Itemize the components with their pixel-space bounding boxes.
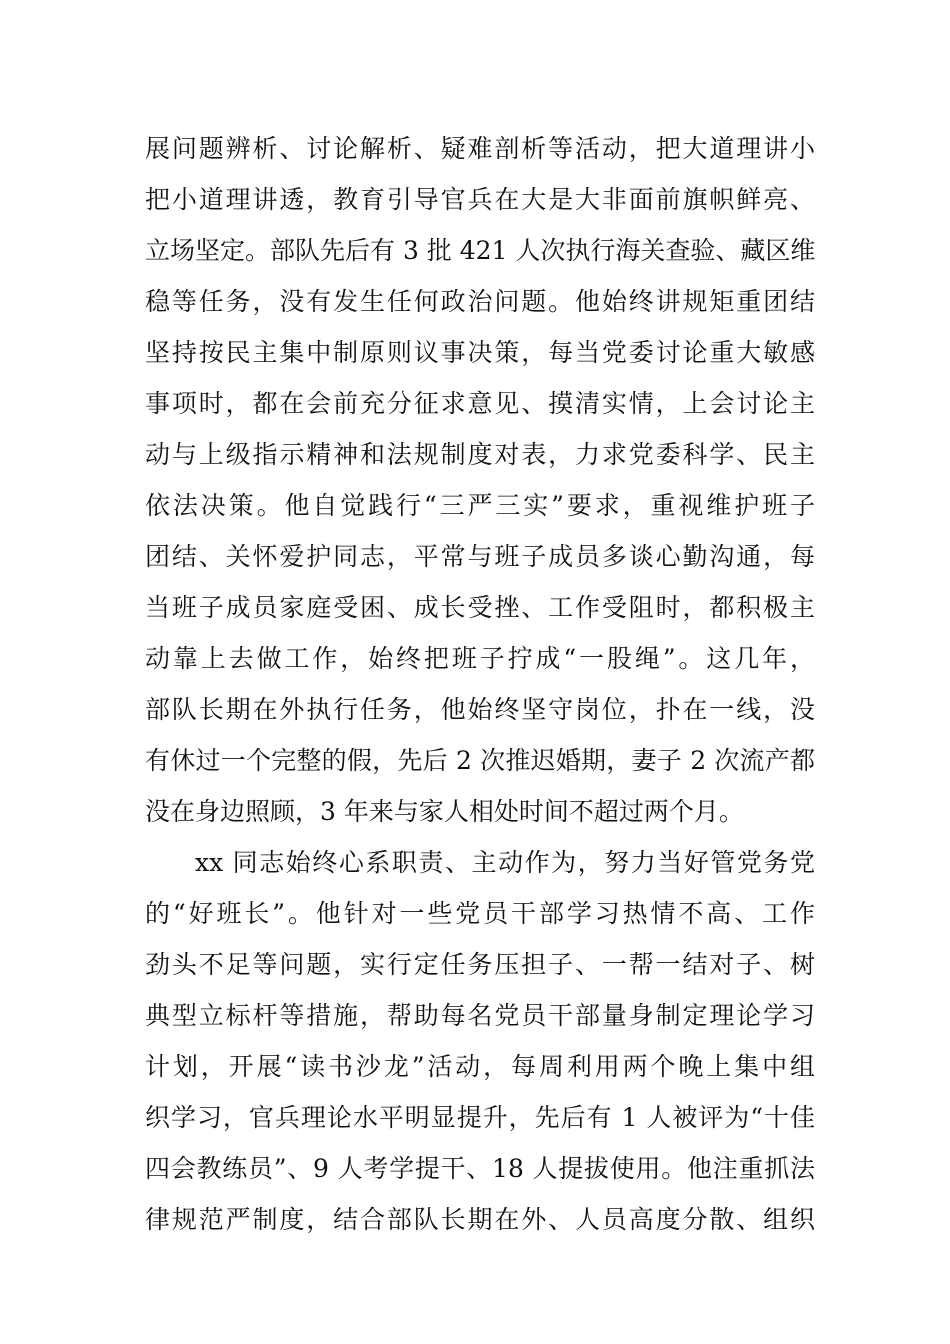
text-line: 稳等任务，没有发生任何政治问题。他始终讲规矩重团结 bbox=[145, 287, 815, 316]
text-line: 织学习，官兵理论水平明显提升，先后有 1 人被评为“十佳 bbox=[145, 1103, 815, 1132]
text-line: 计划，开展“读书沙龙”活动，每周利用两个晚上集中组 bbox=[145, 1052, 815, 1081]
text-line: xx 同志始终心系职责、主动作为，努力当好管党务党 bbox=[195, 848, 815, 877]
text-line: 动与上级指示精神和法规制度对表，力求党委科学、民主 bbox=[145, 440, 815, 469]
text-line: 动靠上去做工作，始终把班子拧成“一股绳”。这几年， bbox=[145, 644, 815, 673]
text-line: 律规范严制度，结合部队长期在外、人员高度分散、组织 bbox=[145, 1205, 815, 1234]
text-line: 依法决策。他自觉践行“三严三实”要求，重视维护班子 bbox=[145, 491, 815, 520]
text-line: 四会教练员”、9 人考学提干、18 人提拔使用。他注重抓法 bbox=[145, 1154, 815, 1183]
text-line: 没在身边照顾，3 年来与家人相处时间不超过两个月。 bbox=[145, 797, 744, 826]
text-line: 坚持按民主集中制原则议事决策，每当党委讨论重大敏感 bbox=[145, 338, 815, 367]
text-line: 的“好班长”。他针对一些党员干部学习热情不高、工作 bbox=[145, 899, 815, 928]
text-line: 部队长期在外执行任务，他始终坚守岗位，扑在一线，没 bbox=[145, 695, 815, 724]
text-line: 劲头不足等问题，实行定任务压担子、一帮一结对子、树 bbox=[145, 950, 815, 979]
text-line: 典型立标杆等措施，帮助每名党员干部量身制定理论学习 bbox=[145, 1001, 815, 1030]
text-line: 有休过一个完整的假，先后 2 次推迟婚期，妻子 2 次流产都 bbox=[145, 746, 815, 775]
text-line: 展问题辨析、讨论解析、疑难剖析等活动，把大道理讲小 bbox=[145, 134, 815, 163]
text-line: 当班子成员家庭受困、成长受挫、工作受阻时，都积极主 bbox=[145, 593, 815, 622]
text-line: 立场坚定。部队先后有 3 批 421 人次执行海关查验、藏区维 bbox=[145, 236, 816, 265]
text-line: 团结、关怀爱护同志，平常与班子成员多谈心勤沟通，每 bbox=[145, 542, 815, 571]
text-line: 事项时，都在会前充分征求意见、摸清实情，上会讨论主 bbox=[145, 389, 815, 418]
text-line: 把小道理讲透，教育引导官兵在大是大非面前旗帜鲜亮、 bbox=[145, 185, 815, 214]
